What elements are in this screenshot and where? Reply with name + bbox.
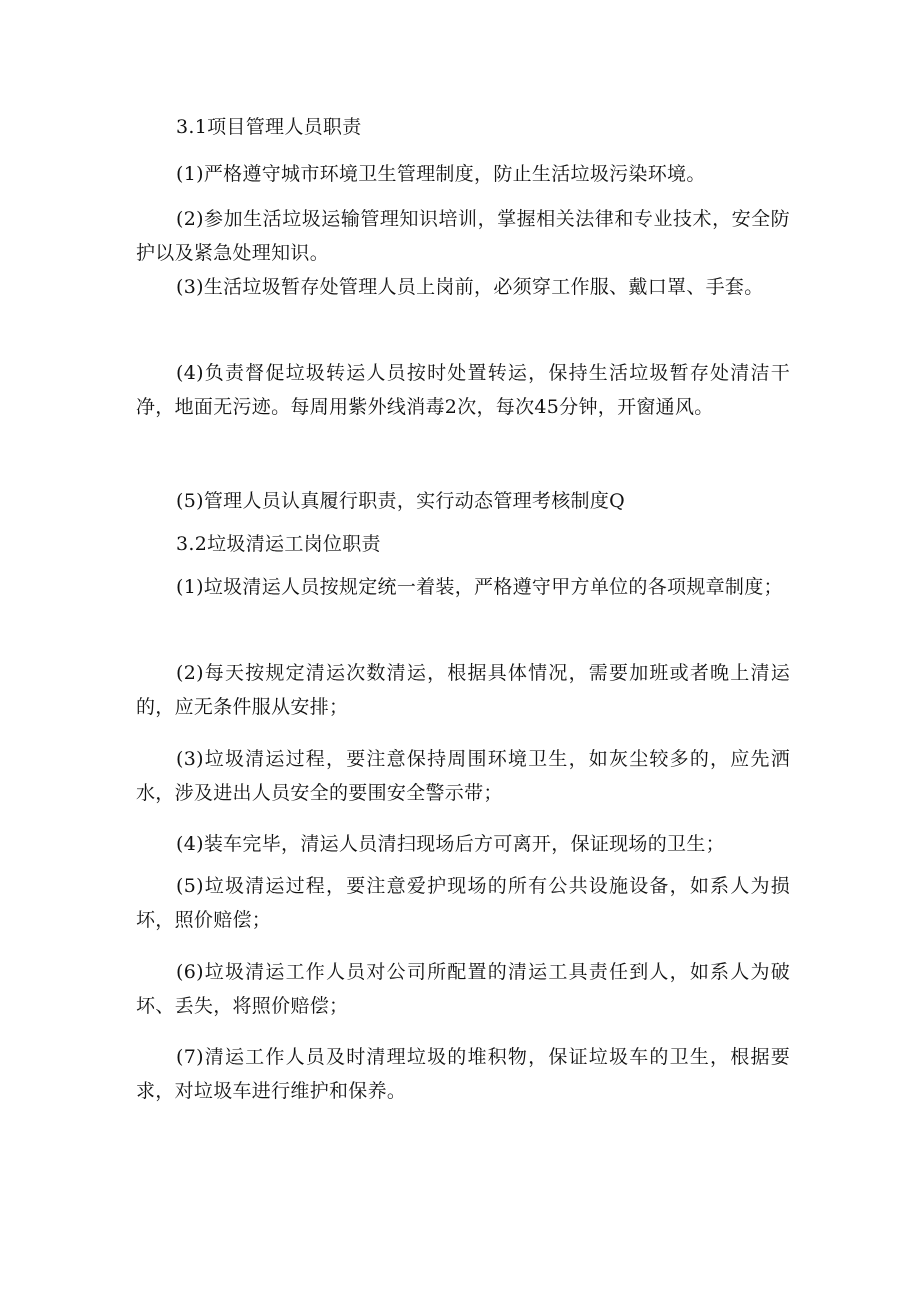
duty-item-3-2-6: (6)垃圾清运工作人员对公司所配置的清运工具责任到人，如系人为破坏、丢失，将照价赔偿； [136, 961, 790, 1017]
duty-item-3-1-5: (5)管理人员认真履行职责，实行动态管理考核制度Q [176, 490, 625, 512]
duty-item-3-2-5: (5)垃圾清运过程，要注意爱护现场的所有公共设施设备，如系人为损坏，照价赔偿； [136, 875, 790, 931]
duty-item-3-2-3: (3)垃圾清运过程，要注意保持周围环境卫生，如灰尘较多的，应先洒水，涉及进出人员安全的要围安全警示带； [136, 748, 790, 804]
section-heading-3-2: 3.2垃圾清运工岗位职责 [176, 533, 381, 555]
duty-item-3-1-2: (2)参加生活垃圾运输管理知识培训，掌握相关法律和专业技术，安全防护以及紧急处理知识。 [136, 208, 790, 264]
duty-item-3-1-3: (3)生活垃圾暂存处管理人员上岗前，必须穿工作服、戴口罩、手套。 [176, 276, 764, 298]
section-heading-3-1: 3.1项目管理人员职责 [176, 116, 362, 138]
duty-item-3-1-1: (1)严格遵守城市环境卫生管理制度，防止生活垃圾污染环境。 [176, 163, 706, 185]
duty-item-3-2-1: (1)垃圾清运人员按规定统一着装，严格遵守甲方单位的各项规章制度； [176, 576, 783, 598]
duty-item-3-1-4: (4)负责督促垃圾转运人员按时处置转运，保持生活垃圾暂存处清洁干净，地面无污迹。每周用紫外线消毒2次，每次45分钟，开窗通风。 [136, 362, 790, 418]
duty-item-3-2-2: (2)每天按规定清运次数清运，根据具体情况，需要加班或者晚上清运的，应无条件服从安排； [136, 662, 790, 718]
duty-item-3-2-7: (7)清运工作人员及时清理垃圾的堆积物，保证垃圾车的卫生，根据要求，对垃圾车进行维护和保养。 [136, 1046, 790, 1102]
duty-item-3-2-4: (4)装车完毕，清运人员清扫现场后方可离开，保证现场的卫生； [176, 833, 725, 855]
